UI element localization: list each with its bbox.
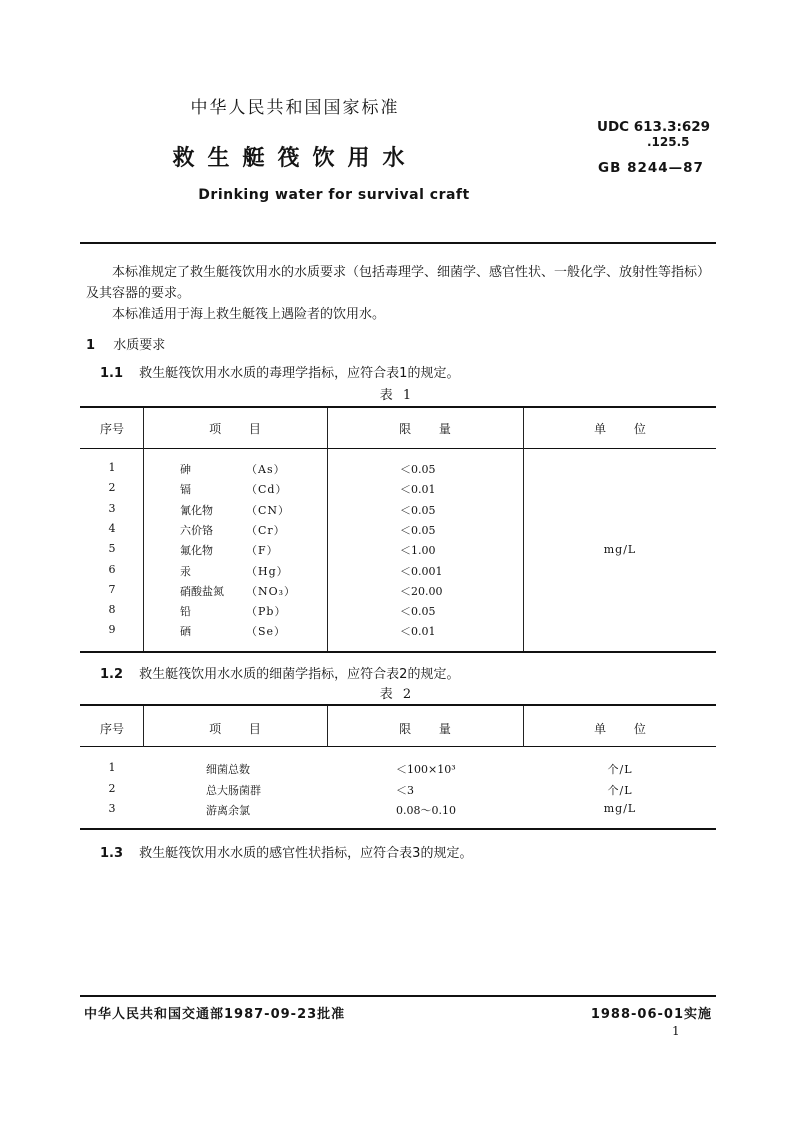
table-2-header-item: 项 目 [209, 722, 261, 736]
table-1-unit-value: mg/L [603, 543, 637, 556]
limit-value: ＜0.05 [400, 503, 436, 517]
substance-name: 硝酸盐氮 [180, 584, 224, 598]
substance-formula: （Cr） [246, 523, 286, 537]
effective-date: 1988-06-01实施 [590, 1007, 712, 1022]
limit-value: ＜100×10³ [396, 763, 456, 776]
table-1-header-rule [80, 448, 716, 449]
indicator-name: 游离余氯 [206, 804, 250, 817]
section-1-heading [86, 334, 165, 353]
row-number: 3 [108, 501, 116, 515]
table-1-caption: 表 1 [379, 388, 415, 403]
section-title: 水质要求 [113, 338, 166, 353]
limit-value: ＜0.01 [400, 625, 436, 639]
indicator-name: 总大肠菌群 [206, 783, 261, 797]
table-2-header-no: 序号 [99, 722, 124, 736]
row-number: 4 [108, 521, 116, 535]
table-2-caption: 表 2 [379, 687, 415, 702]
row-number: 8 [108, 603, 116, 617]
table-1-divider [523, 408, 524, 651]
table-1-header-unit: 单 位 [594, 422, 646, 436]
clause-text: 救生艇筏饮用水水质的感官性状指标，应符合表3的规定。 [139, 846, 473, 861]
substance-formula: （Se） [246, 625, 287, 639]
substance-formula: （Cd） [246, 483, 288, 497]
intro-paragraph-2: 本标准适用于海上救生艇筏上遇险者的饮用水。 [112, 307, 386, 322]
substance-name: 砷 [180, 463, 191, 476]
unit-value: 个/L [607, 783, 633, 797]
row-number: 2 [108, 781, 116, 795]
table-2-header-unit: 单 位 [594, 722, 646, 736]
table-2-header-rule [80, 746, 716, 747]
page-number: 1 [672, 1024, 680, 1038]
clause-text: 救生艇筏饮用水水质的细菌学指标，应符合表2的规定。 [139, 667, 460, 682]
gb-code: GB 8244—87 [598, 160, 704, 176]
limit-value: ＜0.001 [400, 564, 443, 578]
udc-code-continued: .125.5 [647, 135, 690, 149]
header-rule [80, 242, 716, 244]
table-2-top-rule [80, 704, 716, 706]
limit-value: ＜20.00 [400, 584, 443, 598]
table-1-top-rule [80, 406, 716, 408]
substance-name: 氟化物 [180, 544, 213, 558]
substance-formula: （NO₃） [246, 584, 297, 598]
substance-name: 镉 [180, 483, 191, 497]
table-1-divider [327, 408, 328, 651]
indicator-name: 细菌总数 [206, 763, 250, 776]
english-title: Drinking water for survival craft [198, 187, 470, 203]
clause-number: 1.3 [100, 846, 124, 861]
table-1-header-limit: 限 量 [399, 422, 451, 436]
row-number: 9 [108, 623, 116, 637]
table-2-bottom-rule [80, 828, 716, 830]
clause-text: 救生艇筏饮用水水质的毒理学指标，应符合表1的规定。 [139, 366, 460, 381]
footer-rule [80, 995, 716, 997]
substance-formula: （Pb） [246, 605, 287, 619]
table-2-header-limit: 限 量 [399, 722, 451, 736]
clause-1-1 [100, 362, 459, 381]
row-number: 1 [108, 761, 116, 774]
limit-value: ＜3 [396, 783, 414, 797]
row-number: 2 [108, 481, 116, 495]
section-number: 1 [86, 338, 96, 353]
clause-number: 1.1 [100, 366, 124, 381]
row-number: 3 [108, 802, 116, 815]
clause-1-2 [100, 663, 459, 682]
approval-line: 中华人民共和国交通部1987-09-23批准 [84, 1007, 346, 1022]
substance-name: 硒 [180, 625, 191, 639]
limit-value: ＜0.05 [400, 605, 436, 619]
substance-name: 氰化物 [180, 503, 213, 517]
unit-value: 个/L [607, 763, 633, 776]
row-number: 5 [108, 542, 116, 556]
table-1-header-no: 序号 [99, 422, 124, 436]
substance-name: 铅 [180, 605, 191, 619]
limit-value: ＜1.00 [400, 544, 436, 558]
limit-value: ＜0.05 [400, 463, 436, 476]
limit-value: ＜0.01 [400, 483, 436, 497]
intro-paragraph-1: 本标准规定了救生艇筏饮用水的水质要求（包括毒理学、细菌学、感官性状、一般化学、放射性等指标）及其容器的要求。 [86, 265, 711, 301]
substance-formula: （Hg） [246, 564, 289, 578]
unit-value: mg/L [603, 802, 637, 815]
table-1-divider [143, 408, 144, 651]
row-number: 1 [108, 461, 116, 474]
clause-1-3 [100, 842, 472, 861]
standard-name: 中华人民共和国国家标准 [190, 98, 400, 118]
limit-value: 0.08～0.10 [396, 804, 456, 817]
row-number: 6 [108, 562, 116, 576]
document-title: 救生艇筏饮用水 [172, 146, 418, 171]
table-1-header-item: 项 目 [209, 422, 261, 436]
udc-code: UDC 613.3:629 [597, 119, 711, 135]
substance-formula: （CN） [246, 503, 291, 517]
substance-formula: （As） [246, 463, 286, 476]
row-number: 7 [108, 582, 116, 596]
substance-name: 六价铬 [180, 523, 213, 537]
substance-formula: （F） [246, 544, 279, 558]
limit-value: ＜0.05 [400, 523, 436, 537]
table-1-bottom-rule [80, 651, 716, 653]
clause-number: 1.2 [100, 667, 124, 682]
substance-name: 汞 [180, 564, 191, 578]
